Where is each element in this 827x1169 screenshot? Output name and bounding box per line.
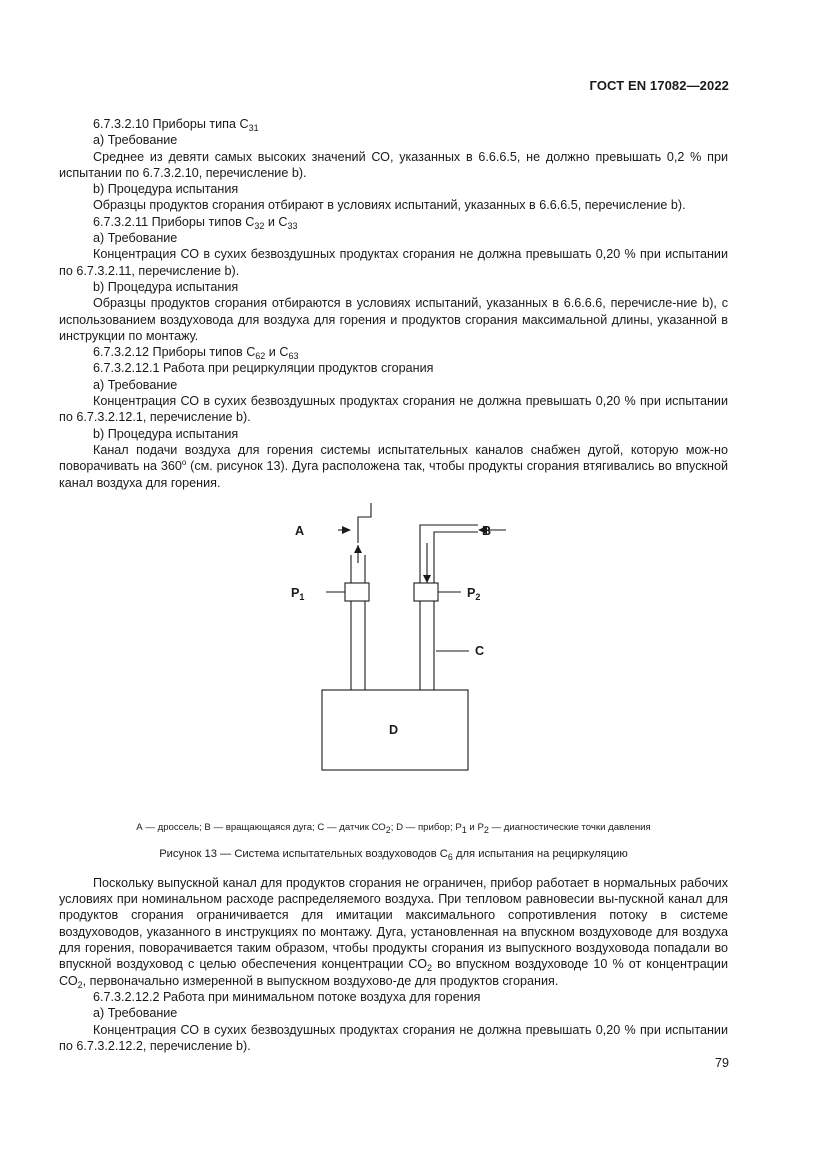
paragraph: Образцы продуктов сгорания отбираются в условиях испытаний, указанных в 6.6.6.6, перечисле-ние b), с использованием воздуховода для воздуха для горения и продуктов сгорания максимальной длины, указанной в инструкции по монтажу. [59, 296, 728, 343]
pressure-point-p1 [345, 583, 369, 601]
clause-heading: 6.7.3.2.11 Приборы типов $С_{32}$ и $С_{33}$ [93, 214, 298, 231]
paragraph: 6.7.3.2.12.2 Работа при минимальном потоке воздуха для горения [93, 989, 481, 1004]
paragraph: Концентрация СО в сухих безвоздушных продуктах сгорания не должна превышать 0,20 % при испытании по 6.7.3.2.11, перечисление b). [59, 247, 728, 278]
paragraph: Поскольку выпускной канал для продуктов сгорания не ограничен, прибор работает в нормальных рабочих условиях при номинальном расходе распределяемого воздуха. При тепловом равновесии вы-пускной канал для продуктов сгорания ограничивается для имитации максимального сопротивления потоку в системе воздуховодов, указанного в инструкциях по монтажу. Дуга, установленная на впускном воздуховоде для воздуха для горения, поворачивается таким образом, чтобы продукты сгорания из выпускного воздуховода попадали во впускной воздуховод с целью обеспечения концентрации $СО_2$ во впускном воздуховоде 10 % от концентрации $СО_2$, первоначально измеренной в выпускном воздухово-де для продуктов сгорания. [59, 875, 728, 990]
test-duct-diagram [279, 503, 509, 803]
paragraph: 6.7.3.2.12.1 Работа при рециркуляции продуктов сгорания [93, 361, 434, 376]
pressure-point-p2 [414, 583, 438, 601]
figure-caption: Рисунок 13 — Система испытательных воздуховодов $С_6$ для испытания на рециркуляцию [159, 847, 628, 862]
clause-heading: 6.7.3.2.10 Приборы типа $С_{31}$ [93, 117, 259, 133]
figure-13 [59, 503, 728, 816]
paragraph: Канал подачи воздуха для горения системы испытательных каналов снабжен дугой, которую мож-но поворачивать на $360^о$ (см. рисунок 13). Дуга расположена так, чтобы продукты сгорания втягивались во впускной канал воздуха для горения. [59, 442, 728, 490]
label-p2: $P_2$ [467, 585, 481, 602]
page-number: 79 [714, 1056, 729, 1070]
paragraph: Концентрация СО в сухих безвоздушных продуктах сгорания не должна превышать 0,20 % при испытании по 6.7.3.2.12.1, перечисление b). [59, 394, 728, 425]
label-p1: $P_1$ [291, 585, 305, 602]
clause-heading: 6.7.3.2.12 Приборы типов $С_{62}$ и $С_{63}$ [93, 345, 299, 362]
paragraph: а) Требование [93, 133, 178, 148]
paragraph: b) Процедура испытания [93, 279, 239, 294]
paragraph: Образцы продуктов сгорания отбирают в условиях испытаний, указанных в 6.6.6.5, перечисление b). [93, 198, 686, 213]
label-c: C [475, 643, 485, 658]
figure-legend: А — дроссель; В — вращающаяся дуга; С — датчик $СО_2$; D — прибор; $Р_1$ и $Р_2$ — диагностические точки давления [136, 821, 651, 835]
page-content [59, 116, 728, 1054]
document-header: ГОСТ EN 17082—2022 [589, 78, 729, 93]
paragraph: Среднее из девяти самых высоких значений СО, указанных в 6.6.6.5, не должно превышать 0,2 % при испытании по 6.7.3.2.10, перечисление b). [59, 149, 728, 180]
paragraph: а) Требование [93, 231, 178, 246]
paragraph: b) Процедура испытания [93, 182, 239, 197]
paragraph: а) Требование [93, 377, 178, 392]
label-b: B [482, 523, 492, 538]
paragraph: Концентрация СО в сухих безвоздушных продуктах сгорания не должна превышать 0,20 % при испытании по 6.7.3.2.12.2, перечисление b). [59, 1022, 728, 1053]
label-d: D [389, 722, 399, 737]
label-a: A [295, 523, 305, 538]
paragraph: b) Процедура испытания [93, 426, 239, 441]
paragraph: а) Требование [93, 1006, 178, 1021]
